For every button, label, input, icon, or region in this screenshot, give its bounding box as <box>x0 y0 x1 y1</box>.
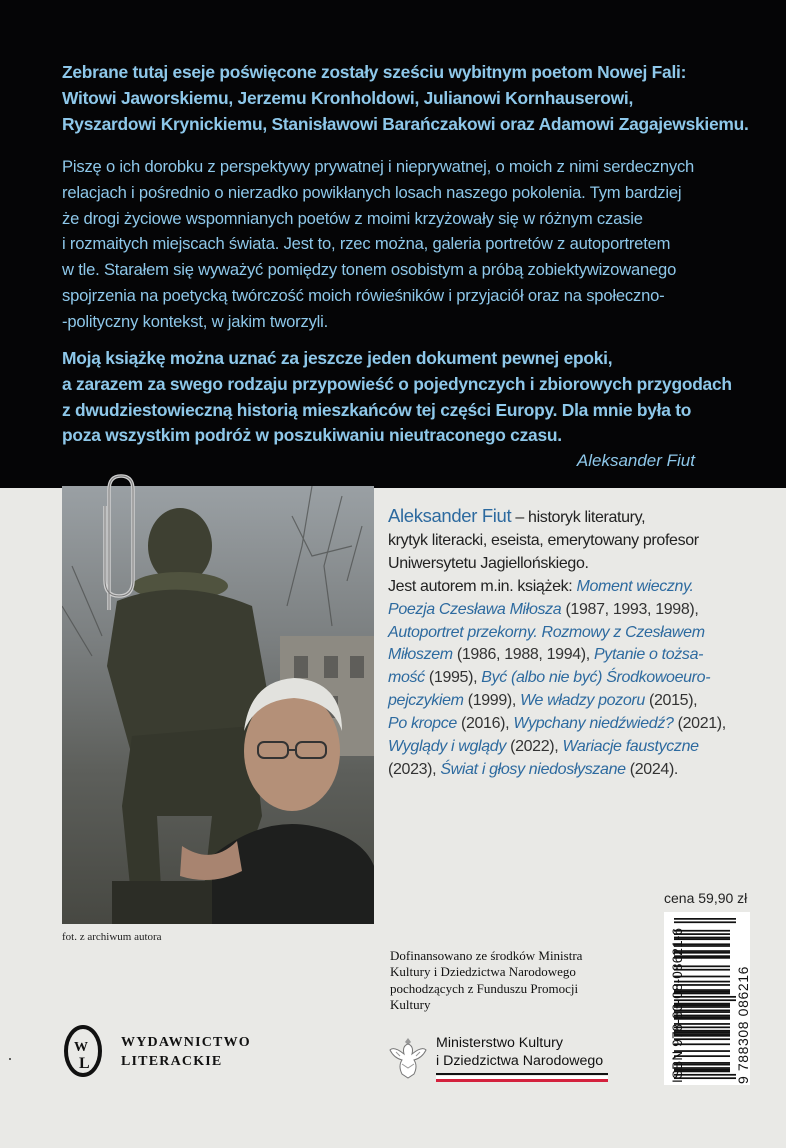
eagle-emblem-icon <box>388 1034 428 1082</box>
ministry-name <box>436 1034 603 1070</box>
publisher-line: LITERACKIE <box>121 1054 223 1069</box>
book-title: We władzy pozoru <box>520 692 645 710</box>
book-title: pejczykiem <box>388 692 464 710</box>
bio-line <box>388 713 738 736</box>
author-bio <box>388 505 738 782</box>
blurb-line: a zarazem za swego rodzaju przypowieść o pojedynczych i zbiorowych przygodach <box>62 373 732 394</box>
print-mark <box>9 1058 11 1060</box>
ministry-line: Ministerstwo Kultury <box>436 1035 563 1051</box>
blurb-signature: Aleksander Fiut <box>576 451 695 470</box>
blurb-line: Witowi Jaworskiemu, Jerzemu Kronholdowi, Julianowi Kornhauserowi, <box>62 87 634 108</box>
book-title: Miłoszem <box>388 646 453 664</box>
book-title: Po kropce <box>388 715 457 733</box>
blurb-line: poza wszystkim podróż w poszukiwaniu nieutraconego czasu. <box>62 425 562 446</box>
book-title: Wypchany niedźwiedź? <box>513 715 674 733</box>
paperclip-icon <box>83 470 135 618</box>
barcode-bar <box>674 921 736 923</box>
funding-line: Kultury <box>390 996 431 1012</box>
isbn-label: ISBN 978-83-08-08621-6 <box>670 927 685 1083</box>
book-title: mość <box>388 669 425 687</box>
blurb-paragraph-1 <box>62 60 749 137</box>
blurb-line: spojrzenia na poetycką twórczość moich rówieśników i przyjaciół oraz na społeczno- <box>62 285 665 305</box>
book-title: Świat i głosy niedosłyszane <box>440 760 626 778</box>
funding-note <box>390 948 650 1013</box>
publisher-logo-l: L <box>79 1055 90 1072</box>
blurb-paragraph-3 <box>62 346 742 449</box>
bio-years: (1987, 1993, 1998), <box>561 600 699 618</box>
bio-years: (1995), <box>424 669 482 687</box>
bio-line <box>388 622 738 645</box>
blurb-line: z dwudziestowieczną historią mieszkańców tej części Europy. Dla mnie była to <box>62 399 692 420</box>
publisher-line: WYDAWNICTWO <box>121 1035 251 1050</box>
funding-line: Kultury i Dziedzictwa Narodowego <box>390 964 576 980</box>
bio-text: Jest autorem m.in. książek: <box>388 577 577 595</box>
publisher-name <box>121 1033 251 1071</box>
barcode-digits-text: 9 788308 086216 <box>735 966 751 1084</box>
blurb-panel <box>0 0 786 488</box>
blurb-line: Ryszardowi Krynickiemu, Stanisławowi Barańczakowi oraz Adamowi Zagajewskiemu. <box>62 113 749 134</box>
bio-years: (2023), <box>388 760 441 778</box>
ministry-line: i Dziedzictwa Narodowego <box>436 1053 604 1069</box>
ministry-flag-bar <box>436 1073 608 1083</box>
publisher-logo-w: W <box>74 1040 88 1055</box>
bio-years: (2022), <box>506 738 563 756</box>
barcode-bar <box>674 918 736 920</box>
blurb-line: -polityczny kontekst, w jakim tworzyli. <box>62 311 329 331</box>
funding-line: pochodzących z Funduszu Promocji <box>390 980 579 996</box>
bio-line <box>388 759 738 782</box>
bio-line <box>388 505 738 530</box>
bio-line: krytyk literacki, eseista, emerytowany profesor <box>388 531 699 549</box>
blurb-line: Zebrane tutaj eseje poświęcone zostały sześciu wybitnym poetom Nowej Fali: <box>62 62 687 82</box>
blurb-line: relacjach i pośrednio o nierzadko powikłanych losach naszego pokolenia. Tym bardziej <box>62 182 682 202</box>
blurb-line: że drogi życiowe wspomnianych poetów z moimi krzyżowały się w różnym czasie <box>62 208 643 228</box>
blurb-line: w tle. Starałem się wyważyć pomiędzy tonem osobistym a próbą zobiektywizowanego <box>62 260 677 280</box>
bio-years: (2016), <box>456 715 514 733</box>
bio-line <box>388 599 738 622</box>
bio-line: Uniwersytetu Jagiellońskiego. <box>388 554 589 572</box>
book-title: Pytanie o tożsa- <box>593 646 704 664</box>
bio-line <box>388 644 738 667</box>
bio-line <box>388 576 738 599</box>
photo-caption: fot. z archiwum autora <box>62 931 162 943</box>
book-title: Autoportret przekorny. Rozmowy z Czesławem <box>388 623 705 641</box>
book-title: Moment wieczny. <box>576 577 694 595</box>
bio-text: – historyk literatury, <box>511 509 646 526</box>
bio-line <box>388 690 738 713</box>
book-title: Wariacje faustyczne <box>562 738 699 756</box>
bio-years: (1999), <box>463 692 521 710</box>
bio-line <box>388 667 738 690</box>
bio-years: (1986, 1988, 1994), <box>452 646 594 664</box>
bio-years: (2015), <box>644 692 698 710</box>
price-label: cena 59,90 zł <box>664 890 748 906</box>
publisher-logo-icon <box>60 1022 106 1080</box>
bio-years: (2024). <box>625 760 679 778</box>
book-title: Wyglądy i wglądy <box>388 738 507 756</box>
bio-years: (2021), <box>673 715 726 733</box>
author-name: Aleksander Fiut <box>388 505 512 526</box>
book-title: Poezja Czesława Miłosza <box>388 600 562 618</box>
blurb-line: Piszę o ich dorobku z perspektywy prywatnej i nieprywatnej, o moich z nimi serdecznych <box>62 157 695 176</box>
book-title: Być (albo nie być) Środkowoeuro- <box>481 669 711 687</box>
funding-line: Dofinansowano ze środków Ministra <box>390 948 583 963</box>
blurb-line: Moją książkę można uznać za jeszcze jeden dokument pewnej epoki, <box>62 348 613 368</box>
isbn-label-wrapper <box>655 915 685 1083</box>
blurb-paragraph-2 <box>62 154 742 335</box>
barcode-digits <box>733 912 753 1085</box>
blurb-line: i rozmaitych miejscach świata. Jest to, rzec można, galeria portretów z autoportretem <box>62 234 671 254</box>
bio-line <box>388 736 738 759</box>
